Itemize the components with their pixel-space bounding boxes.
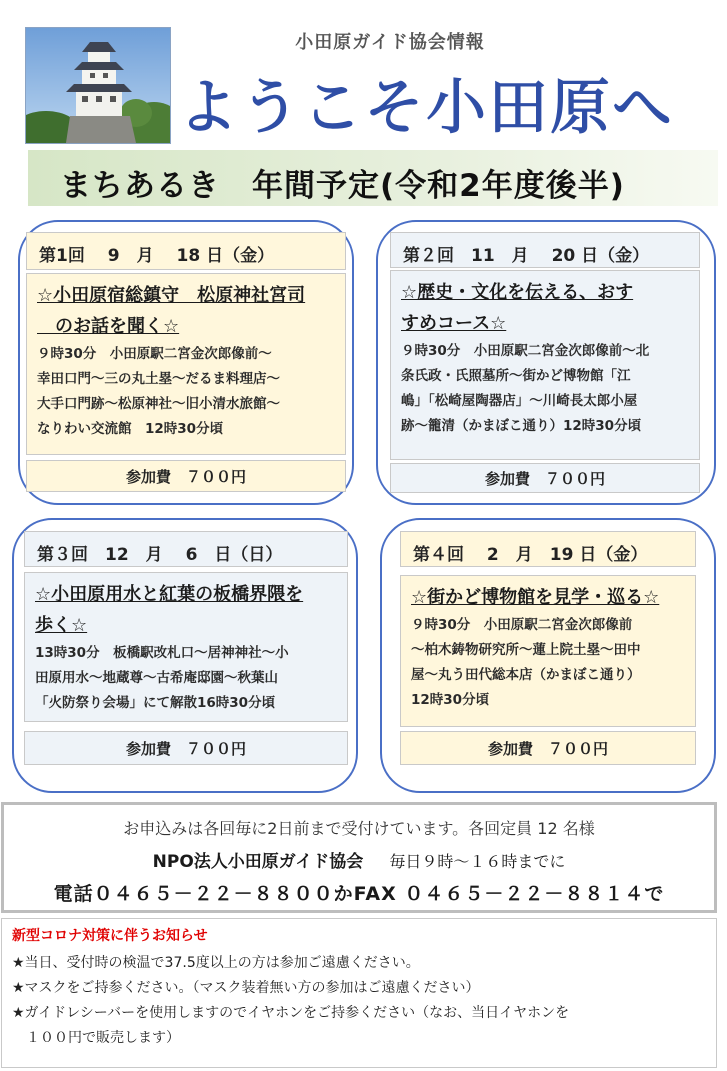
- event-1-date: 第1回 9 月 18 日（金）: [26, 232, 346, 270]
- event-2-fee: 参加費 ７００円: [390, 463, 700, 493]
- event-3-title-line2: 歩く☆: [35, 615, 88, 636]
- event-3-desc-line3: 「火防祭り会場」にて解散16時30分頃: [35, 695, 276, 711]
- event-4-date: 第４回 2 月 19 日（金）: [400, 531, 696, 567]
- event-2-title-line2: すめコース☆: [401, 313, 507, 334]
- event-3-date: 第３回 12 月 6 日（日）: [24, 531, 348, 567]
- notice-line-4: １００円で販売します）: [12, 1030, 180, 1046]
- event-3-body: [24, 572, 348, 722]
- event-4-desc-line2: ～柏木鋳物研究所～蓮上院土塁～田中: [411, 642, 641, 658]
- contact-application-info: お申込みは各回毎に2日前まで受付けています。各回定員 12 名様: [123, 819, 595, 838]
- notice-line-2: ★マスクをご持参ください。（マスク装着無い方の参加はご遠慮ください）: [12, 980, 480, 996]
- notice-title: 新型コロナ対策に伴うお知らせ: [12, 928, 208, 944]
- event-2-date: 第２回 11 月 20 日（金）: [390, 232, 700, 268]
- event-3-desc-line2: 田原用水～地蔵尊～古希庵邸園～秋葉山: [35, 670, 278, 686]
- contact-box: [1, 802, 717, 913]
- event-2-desc-line3: 嶋」「松崎屋陶器店」～川崎長太郎小屋: [401, 393, 638, 409]
- event-1-title-line2: のお話を聞く☆: [37, 316, 180, 337]
- event-1-desc-line3: 大手口門跡～松原神社～旧小清水旅館～: [37, 396, 280, 412]
- event-4-title-line1: ☆街かど博物館を見学・巡る☆: [411, 587, 660, 608]
- event-3-fee: 参加費 ７００円: [24, 731, 348, 765]
- org-title: 小田原ガイド協会情報: [295, 32, 485, 53]
- event-3-desc-line1: 13時30分 板橋駅改札口～居神神社～小: [35, 645, 289, 661]
- schedule-banner-text: まちあるき 年間予定(令和2年度後半): [60, 168, 625, 204]
- notice-line-1: ★当日、受付時の検温で37.5度以上の方は参加ご遠慮ください。: [12, 955, 420, 971]
- event-1-desc-line2: 幸田口門～三の丸土塁～だるま料理店～: [37, 371, 280, 387]
- contact-org-name: NPO法人小田原ガイド協会: [152, 852, 364, 872]
- event-2-body: [390, 270, 700, 460]
- event-1-title-line1: ☆小田原宿総鎮守 松原神社宮司: [37, 285, 306, 306]
- event-1-body: [26, 273, 346, 455]
- event-4-fee: 参加費 ７００円: [400, 731, 696, 765]
- contact-org-line: [4, 847, 714, 872]
- event-1-fee: 参加費 ７００円: [26, 460, 346, 492]
- welcome-title: ようこそ小田原へ: [178, 73, 674, 143]
- event-4-desc-line3: 屋～丸う田代総本店（かまぼこ通り）: [411, 667, 641, 683]
- event-2-desc-line4: 跡～籠清（かまぼこ通り）12時30分頃: [401, 418, 642, 434]
- event-1-desc-line4: なりわい交流館 12時30分頃: [37, 421, 224, 437]
- covid-notice: [1, 918, 717, 1068]
- event-2-title-line1: ☆歴史・文化を伝える、おす: [401, 282, 634, 303]
- event-2-desc-line1: ９時30分 小田原駅二宮金次郎像前～北: [401, 343, 650, 359]
- castle-photo: [25, 27, 171, 144]
- event-3-title-line1: ☆小田原用水と紅葉の板橋界隈を: [35, 584, 304, 605]
- event-4-body: [400, 575, 696, 727]
- contact-hours: 毎日９時～１６時までに: [389, 852, 566, 871]
- event-4-desc-line1: ９時30分 小田原駅二宮金次郎像前: [411, 617, 633, 633]
- castle-image: [26, 28, 170, 143]
- event-4-desc-line4: 12時30分頃: [411, 692, 490, 708]
- event-2-desc-line2: 条氏政・氏照墓所～街かど博物館「江: [401, 368, 631, 384]
- contact-phone-fax: 電話０４６５－２２－８８００かFAX ０４６５－２２－８８１４で: [53, 883, 665, 905]
- event-1-desc-line1: ９時30分 小田原駅二宮金次郎像前～: [37, 346, 272, 362]
- notice-line-3: ★ガイドレシーバーを使用しますのでイヤホンをご持参ください（なお、当日イヤホンを: [12, 1005, 570, 1021]
